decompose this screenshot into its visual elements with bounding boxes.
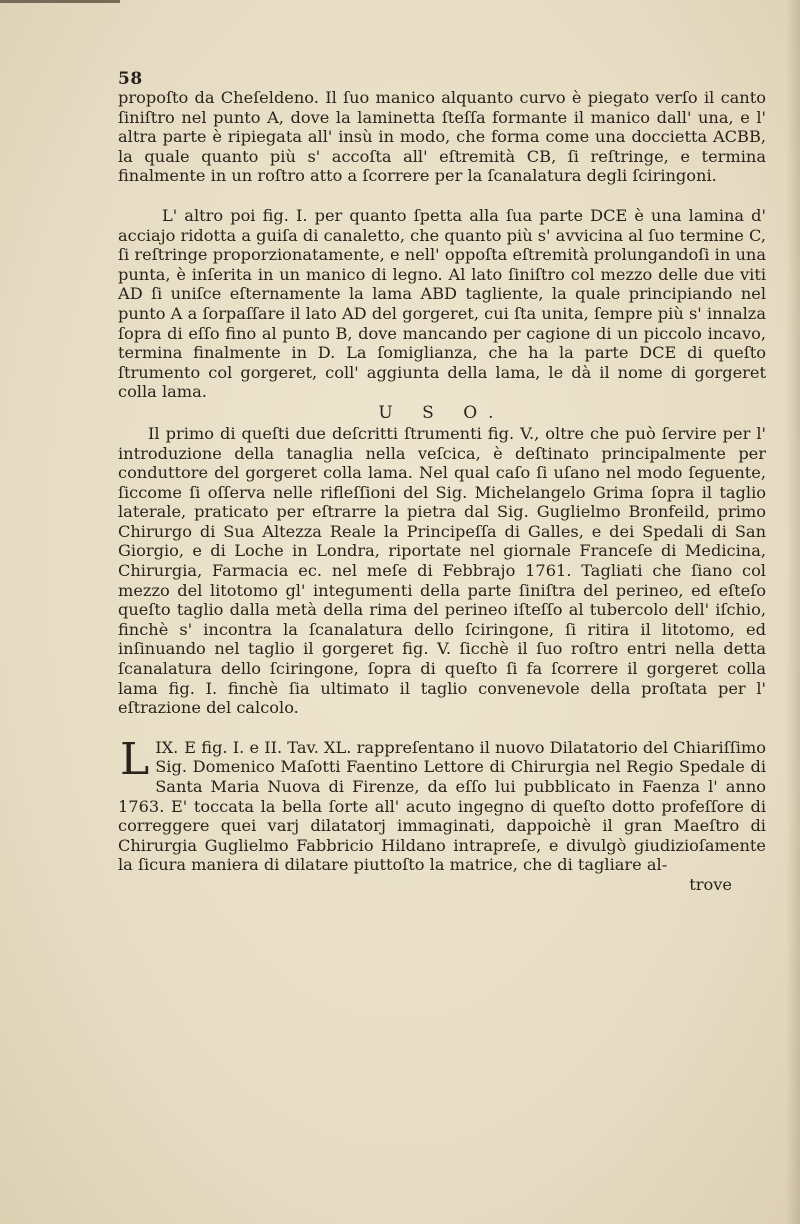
paragraph-4 <box>118 733 766 875</box>
page-edge-shadow <box>786 0 800 1224</box>
paragraph-4-text: E fig. I. e II. Tav. XL. rappreſentano il nuovo Dilatatorio del Chiariſſimo Sig. Domenico Maſotti Faentino Lettore di Chirurgia nel Regio Spedale di Santa Maria Nuova di Firenze, da eſſo lui pubblicato in Faenza l' anno 1763. E' toccata la bella ſorte all' acuto ingegno di queſto dotto profeſſore di correggere quei varj dilatatorj immaginati, dappoichè il gran Maeſtro di Chirurgia Guglielmo Fabbricio Hildano intrapreſe, e divulgò giudizioſamente la ſicura maniera di dilatare piuttoſto la matrice, che di tagliare al- <box>118 737 766 875</box>
paragraph-3: Il primo di queſti due deſcritti ſtrumenti fig. V., oltre che può ſervire per l' introduzione della tanaglia nella veſcica, è deſtinato principalmente per conduttore del gorgeret colla lama. Nel qual caſo ſi uſano nel modo ſeguente, ſiccome ſi oſſerva nelle rifleſſioni del Sig. Michelangelo Grima ſopra il taglio laterale, praticato per eſtrarre la pietra dal Sig. Guglielmo Bronfeild, primo Chirurgo di Sua Altezza Reale la Principeſſa di Galles, e dei Spedali di San Giorgio, e di Loche in Londra, riportate nel giornale Franceſe di Medicina, Chirurgia, Farmacia ec. nel meſe di Febbrajo 1761. Tagliati che ſiano col mezzo del litotomo gl' integumenti della parte ſiniſtra del perineo, ed eſteſo queſto taglio dalla metà della rima del perineo iſteſſo al tubercolo dell' iſchio, finchè s' incontra la ſcanalatura dello ſciringone, ſi ritira il litotomo, ed inſinuando nel taglio il gorgeret fig. V. ſicchè il ſuo roſtro entri nella detta ſcanalatura dello ſciringone, ſopra di queſto ſi fa ſcorrere il gorgeret colla lama fig. I. finchè ſia ultimato il taglio convenevole della proſtata per l' eſtrazione del calcolo. <box>118 423 766 718</box>
page-edge-top <box>0 0 120 3</box>
page-number: 58 <box>118 69 143 89</box>
catchword: trove <box>689 874 732 894</box>
drop-cap: L <box>120 733 150 785</box>
section-heading-uso: U S O. <box>378 402 506 423</box>
page-text <box>118 70 766 895</box>
paragraph-2: L' altro poi fig. I. per quanto ſpetta alla ſua parte DCE è una lamina d' acciajo ridotta a guiſa di canaletto, che quanto più s' avvicina al ſuo termine C, ſi reſtringe proporzionatamente, e nell' oppoſta eſtremità prolungandoſi in una punta, è inſerita in un manico di legno. Al lato ſiniſtro col mezzo delle due viti AD ſi uniſce eſternamente la lama ABD tagliente, la quale principiando nel punto A a ſorpaſſare il lato AD del gorgeret, cui ſta unita, ſempre più s' innalza ſopra di eſſo fino al punto B, dove mancando per cagione di un piccolo incavo, termina finalmente in D. La ſomiglianza, che ha la parte DCE di queſto ſtrumento col gorgeret, coll' aggiunta della lama, le dà il nome di gorgeret colla lama. <box>118 205 766 402</box>
section-number: IX. <box>155 737 179 757</box>
paragraph-1: propoſto da Cheſeldeno. Il ſuo manico alquanto curvo è piegato verſo il canto ſiniſtro nel punto A, dove la laminetta ſteſſa formante il manico dall' una, e l' altra parte è ripiegata all' insù in modo, che forma come una doccietta ACBB, la quale quanto più s' accoſta all' eſtremità CB, ſi reſtringe, e termina finalmente in un roſtro atto a ſcorrere per la ſcanalatura degli ſciringoni. <box>118 88 766 186</box>
